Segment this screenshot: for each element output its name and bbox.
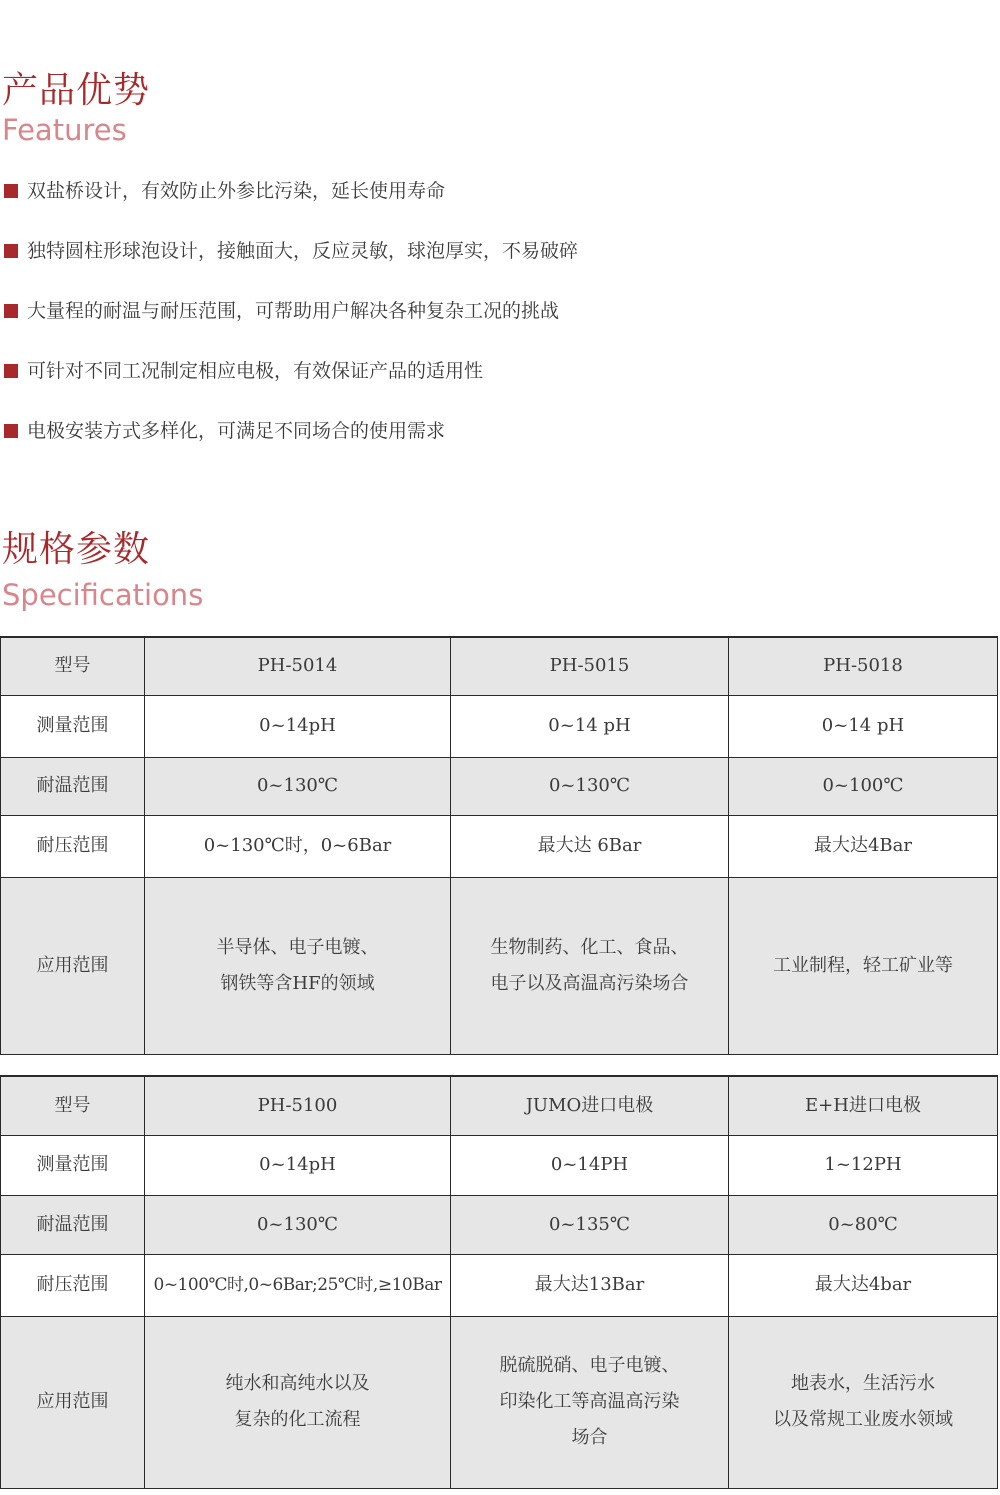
table-cell [729,877,998,1054]
cell-line: 生物制药、化工、食品、 [490,936,689,958]
table-cell [451,877,729,1054]
table-row-model [1,637,998,695]
specs-title: 规格参数 [2,529,151,570]
table-row-application [1,1316,998,1488]
cell-line: 以及常规工业废水领域 [773,1409,953,1430]
table-row-measure [1,1135,998,1195]
specs-subtitle: Specifications [2,578,204,612]
model-cell: JUMO进口电极 [451,1076,729,1135]
row-label: 应用范围 [1,1316,145,1488]
square-bullet-icon [4,184,18,198]
row-label: 耐压范围 [1,815,145,877]
feature-item [4,296,578,356]
features-subtitle: Features [2,113,127,147]
square-bullet-icon [4,424,18,438]
table-cell: 0~135℃ [451,1195,729,1254]
square-bullet-icon [4,364,18,378]
model-cell: PH-5018 [729,637,998,695]
feature-item [4,176,578,236]
cell-line: 纯水和高纯水以及 [225,1373,370,1394]
table-cell: 0~14pH [145,1135,451,1195]
features-title: 产品优势 [2,70,151,111]
feature-text: 可针对不同工况制定相应电极，有效保证产品的适用性 [27,360,484,382]
cell-line: 半导体、电子电镀、 [216,936,379,958]
table-cell: 0~130℃时，0~6Bar [145,815,451,877]
feature-text: 大量程的耐温与耐压范围，可帮助用户解决各种复杂工况的挑战 [27,300,560,322]
table-cell: 0~100℃ [729,757,998,815]
features-list [4,176,578,476]
table-cell: 最大达4bar [729,1254,998,1316]
cell-line: 场合 [571,1427,608,1448]
spec-table-1 [0,636,998,1055]
table-cell: 0~14 pH [729,695,998,757]
square-bullet-icon [4,244,18,258]
row-label: 测量范围 [1,695,145,757]
table-cell: 0~14PH [451,1135,729,1195]
row-label: 耐压范围 [1,1254,145,1316]
table-cell: 1~12PH [729,1135,998,1195]
row-label: 测量范围 [1,1135,145,1195]
feature-text: 独特圆柱形球泡设计，接触面大，反应灵敏，球泡厚实，不易破碎 [27,240,579,262]
cell-line: 脱硫脱硝、电子电镀、 [499,1355,680,1376]
table-row-pressure [1,815,998,877]
table-cell [145,1316,451,1488]
feature-text: 双盐桥设计，有效防止外参比污染，延长使用寿命 [27,180,446,202]
table-cell: 0~130℃ [145,757,451,815]
feature-item [4,356,578,416]
model-cell: E+H进口电极 [729,1076,998,1135]
table-cell [451,1316,729,1488]
row-label: 耐温范围 [1,757,145,815]
table-cell: 0~14 pH [451,695,729,757]
model-cell: PH-5100 [145,1076,451,1135]
table-cell: 最大达13Bar [451,1254,729,1316]
row-label: 耐温范围 [1,1195,145,1254]
table-row-pressure [1,1254,998,1316]
square-bullet-icon [4,304,18,318]
table-row-model [1,1076,998,1135]
cell-line: 工业制程，轻工矿业等 [773,954,953,976]
table-row-temp [1,757,998,815]
cell-line: 地表水，生活污水 [791,1373,935,1394]
row-label: 型号 [1,1076,145,1135]
cell-line: 电子以及高温高污染场合 [490,972,689,994]
model-cell: PH-5015 [451,637,729,695]
feature-item [4,416,578,476]
table-row-temp [1,1195,998,1254]
model-cell: PH-5014 [145,637,451,695]
table-row-application [1,877,998,1054]
table-cell: 最大达 6Bar [451,815,729,877]
row-label: 型号 [1,637,145,695]
cell-line: 钢铁等含HF的领域 [220,972,375,994]
table-cell: 0~100℃时,0~6Bar;25℃时,≥10Bar [145,1254,451,1316]
feature-text: 电极安装方式多样化，可满足不同场合的使用需求 [27,420,446,442]
table-cell: 0~130℃ [145,1195,451,1254]
table-cell [729,1316,998,1488]
cell-line: 复杂的化工流程 [234,1409,361,1430]
spec-table-2 [0,1075,998,1489]
cell-line: 印染化工等高温高污染 [499,1391,680,1412]
table-cell: 0~130℃ [451,757,729,815]
table-cell: 最大达4Bar [729,815,998,877]
table-row-measure [1,695,998,757]
table-cell: 0~80℃ [729,1195,998,1254]
table-cell: 0~14pH [145,695,451,757]
row-label: 应用范围 [1,877,145,1054]
feature-item [4,236,578,296]
table-cell [145,877,451,1054]
